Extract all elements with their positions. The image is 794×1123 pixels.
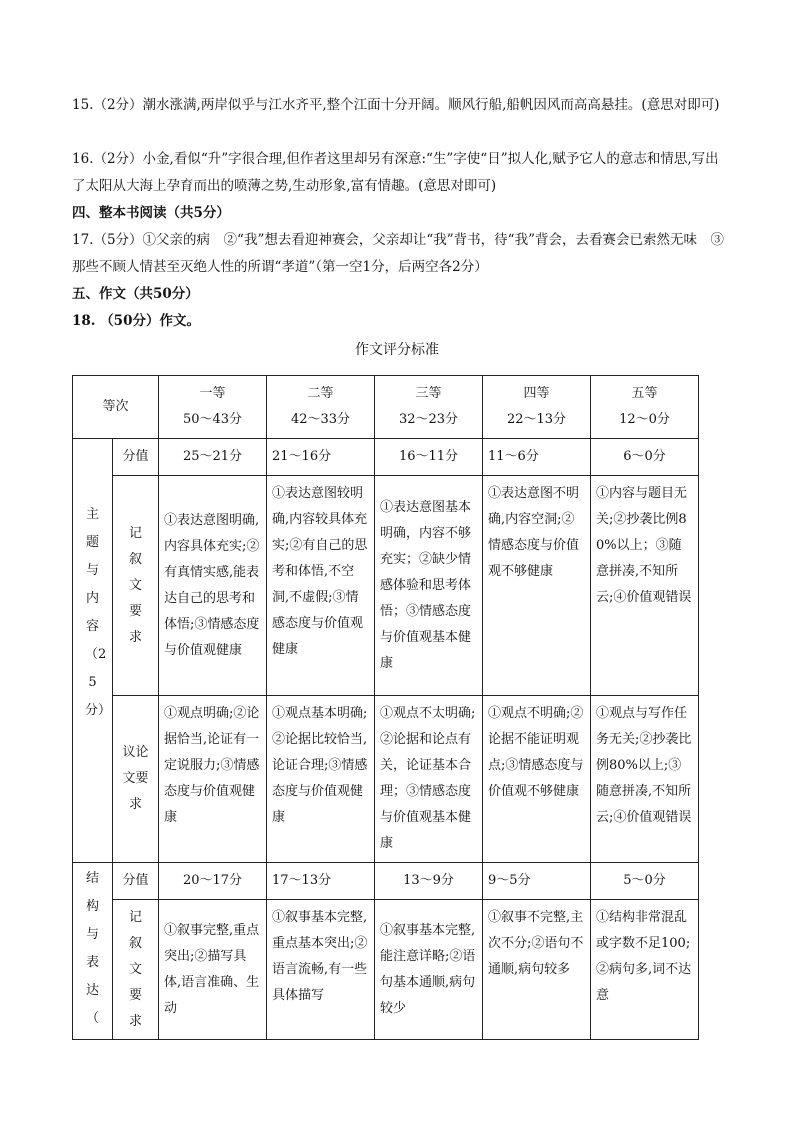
section-heading-4: 四、整本书阅读（共5分）: [72, 205, 230, 221]
table-row-narrative-1: [73, 476, 699, 696]
grade-header: 四等 22～13分: [483, 376, 591, 439]
score-cell: 5～0分: [591, 863, 699, 900]
section-heading-5: 五、作文（共50分）: [72, 286, 199, 302]
score-cell: 11～6分: [483, 439, 591, 476]
criteria-cell: ①内容与题目无关;②抄袭比例80%以上；③随意拼凑,不知所云;④价值观错误: [591, 476, 699, 696]
table-row-score-1: [73, 439, 699, 476]
criteria-cell: ①表达意图较明确,内容较具体充实;②有自己的思考和体悟,不空洞,不虚假;③情感态度与价值观健康: [267, 476, 375, 696]
score-cell: 20～17分: [159, 863, 267, 900]
table-row-narrative-2: [73, 900, 699, 1040]
grade-header: 二等 42～33分: [267, 376, 375, 439]
score-cell: 13～9分: [375, 863, 483, 900]
criteria-cell: ①叙事完整,重点突出;②描写具体,语言准确、生动: [159, 900, 267, 1040]
answer-15: 15.（2分）潮水涨满,两岸似乎与江水齐平,整个江面十分开阔。顺风行船,船帆因风而高高悬挂。(意思对即可): [72, 97, 720, 113]
criteria-cell: ①叙事基本完整,重点基本突出;②语言流畅,有一些具体描写: [267, 900, 375, 1040]
criteria-cell: ①观点与写作任务无关;②抄袭比例80%以上;③随意拼凑,不知所云;④价值观错误: [591, 696, 699, 863]
score-cell: 16～11分: [375, 439, 483, 476]
group-title-content: 主题与内容（25分）: [73, 439, 113, 863]
group-title-structure: 结构与表达（: [73, 863, 113, 1040]
score-cell: 6～0分: [591, 439, 699, 476]
narrative-requirement-label: 记叙文要求: [113, 476, 159, 696]
criteria-cell: ①表达意图基本明确，内容不够充实；②缺少情感体验和思考体悟；③情感态度与价值观基本健康: [375, 476, 483, 696]
grade-header: 三等 32～23分: [375, 376, 483, 439]
answer-17: 17.（5分）①父亲的病 ②“我”想去看迎神赛会，父亲却让“我”背书，待“我”背会，去看赛会已索然无味 ③那些不顾人情甚至灭绝人性的所谓“孝道”（第一空1分，后两空各2分）: [72, 232, 724, 275]
criteria-cell: ①观点不太明确;②论据和论点有关，论证基本合理；③情感态度与价值观基本健康: [375, 696, 483, 863]
table-header-row: [73, 376, 699, 439]
answer-16: 16.（2分）小金,看似“升”字很合理,但作者这里却另有深意:“生”字使“日”拟人化,赋予它人的意志和情思,写出了太阳从大海上孕育而出的喷薄之势,生动形象,富有情趣。(意思对即可): [72, 151, 719, 194]
criteria-cell: ①结构非常混乱或字数不足100;②病句多,词不达意: [591, 900, 699, 1040]
criteria-cell: ①表达意图不明确,内容空洞;②情感态度与价值观不够健康: [483, 476, 591, 696]
criteria-cell: ①表达意图明确,内容具体充实;②有真情实感,能表达自己的思考和体悟;③情感态度与价值观健康: [159, 476, 267, 696]
score-label: 分值: [113, 439, 159, 476]
score-cell: 9～5分: [483, 863, 591, 900]
question-18: 18. （50分）作文。: [72, 313, 200, 329]
criteria-cell: ①叙事基本完整,能注意详略;②语句基本通顺,病句较少: [375, 900, 483, 1040]
criteria-cell: ①观点明确;②论据恰当,论证有一定说服力;③情感态度与价值观健康: [159, 696, 267, 863]
score-cell: 21～16分: [267, 439, 375, 476]
table-caption: 作文评分标准: [355, 342, 439, 358]
grade-header: 一等 50～43分: [159, 376, 267, 439]
grading-table: [72, 375, 699, 1040]
score-label: 分值: [113, 863, 159, 900]
argument-requirement-label: 议论文要求: [113, 696, 159, 863]
criteria-cell: ①叙事不完整,主次不分;②语句不通顺,病句较多: [483, 900, 591, 1040]
table-row-score-2: [73, 863, 699, 900]
grade-header: 五等 12～0分: [591, 376, 699, 439]
criteria-cell: ①观点不明确;②论据不能证明观点;③情感态度与价值观不够健康: [483, 696, 591, 863]
score-cell: 25～21分: [159, 439, 267, 476]
table-row-argument-1: [73, 696, 699, 863]
score-cell: 17～13分: [267, 863, 375, 900]
grade-label: 等次: [73, 376, 159, 439]
narrative-requirement-label: 记叙文要求: [113, 900, 159, 1040]
criteria-cell: ①观点基本明确;②论据比较恰当,论证合理;③情感态度与价值观健康: [267, 696, 375, 863]
